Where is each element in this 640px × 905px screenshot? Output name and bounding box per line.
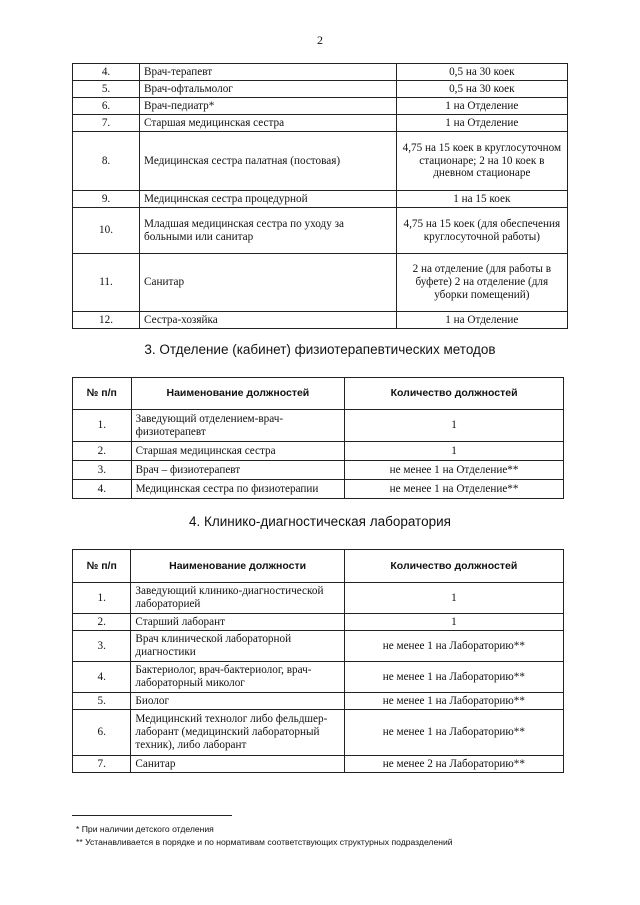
- position-quantity: не менее 1 на Лабораторию**: [344, 693, 563, 710]
- position-name: Врач – физиотерапевт: [131, 461, 345, 480]
- table-header-row: [73, 550, 564, 583]
- position-name: Заведующий клинико-диагностической лабораторией: [131, 583, 344, 614]
- row-number: 4.: [73, 64, 140, 81]
- position-name: Старший лаборант: [131, 614, 344, 631]
- position-quantity: не менее 1 на Лабораторию**: [344, 631, 563, 662]
- table-row: [73, 583, 564, 614]
- table-row: [73, 631, 564, 662]
- position-name: Санитар: [140, 254, 397, 312]
- page-number: 2: [317, 33, 323, 47]
- position-quantity: 1: [345, 442, 564, 461]
- position-quantity: 2 на отделение (для работы в буфете) 2 на отделение (для уборки помещений): [396, 254, 567, 312]
- table-row: [73, 132, 568, 191]
- table-row: [73, 480, 564, 499]
- row-number: 6.: [73, 710, 131, 756]
- section-4-title: 4. Клинико-диагностическая лаборатория: [189, 514, 451, 529]
- position-quantity: 1: [344, 614, 563, 631]
- table-row: [73, 312, 568, 329]
- position-quantity: 1: [345, 410, 564, 442]
- physiotherapy-staffing-table: [72, 377, 564, 499]
- row-number: 5.: [73, 81, 140, 98]
- position-name: Врач-педиатр*: [140, 98, 397, 115]
- table-row: [73, 662, 564, 693]
- row-number: 8.: [73, 132, 140, 191]
- table-row: [73, 115, 568, 132]
- position-quantity: 1: [344, 583, 563, 614]
- position-quantity: 1 на Отделение: [396, 98, 567, 115]
- position-quantity: не менее 1 на Отделение**: [345, 461, 564, 480]
- column-header-position: Наименование должностей: [131, 378, 345, 410]
- row-number: 1.: [73, 583, 131, 614]
- table-header-row: [73, 378, 564, 410]
- position-quantity: не менее 2 на Лабораторию**: [344, 756, 563, 773]
- laboratory-staffing-table: [72, 549, 564, 773]
- table-row: [73, 410, 564, 442]
- position-quantity: 1 на 15 коек: [396, 191, 567, 208]
- position-name: Врач-офтальмолог: [140, 81, 397, 98]
- row-number: 1.: [73, 410, 132, 442]
- row-number: 4.: [73, 662, 131, 693]
- row-number: 12.: [73, 312, 140, 329]
- table-row: [73, 191, 568, 208]
- section-3-title: 3. Отделение (кабинет) физиотерапевтических методов: [144, 342, 496, 357]
- position-quantity: 0,5 на 30 коек: [396, 81, 567, 98]
- row-number: 6.: [73, 98, 140, 115]
- column-header-quantity: Количество должностей: [344, 550, 563, 583]
- table-row: [73, 710, 564, 756]
- position-name: Биолог: [131, 693, 344, 710]
- position-quantity: 1 на Отделение: [396, 312, 567, 329]
- position-name: Бактериолог, врач-бактериолог, врач-лабораторный миколог: [131, 662, 344, 693]
- position-quantity: 0,5 на 30 коек: [396, 64, 567, 81]
- position-name: Старшая медицинская сестра: [140, 115, 397, 132]
- column-header-quantity: Количество должностей: [345, 378, 564, 410]
- position-quantity: не менее 1 на Отделение**: [345, 480, 564, 499]
- position-name: Медицинская сестра процедурной: [140, 191, 397, 208]
- position-name: Медицинская сестра палатная (постовая): [140, 132, 397, 191]
- column-header-number: № п/п: [73, 550, 131, 583]
- table-row: [73, 442, 564, 461]
- row-number: 10.: [73, 208, 140, 254]
- position-quantity: 4,75 на 15 коек в круглосуточном стационаре; 2 на 10 коек в дневном стационаре: [396, 132, 567, 191]
- position-quantity: 1 на Отделение: [396, 115, 567, 132]
- footnote-children-department: * При наличии детского отделения: [76, 824, 214, 834]
- row-number: 3.: [73, 631, 131, 662]
- footnote-standards: ** Устанавливается в порядке и по нормативам соответствующих структурных подразделений: [76, 837, 453, 847]
- position-quantity: 4,75 на 15 коек (для обеспечения круглосуточной работы): [396, 208, 567, 254]
- row-number: 7.: [73, 115, 140, 132]
- position-quantity: не менее 1 на Лабораторию**: [344, 662, 563, 693]
- position-name: Санитар: [131, 756, 344, 773]
- position-name: Старшая медицинская сестра: [131, 442, 345, 461]
- column-header-position: Наименование должности: [131, 550, 344, 583]
- position-name: Младшая медицинская сестра по уходу за больными или санитар: [140, 208, 397, 254]
- table-row: [73, 693, 564, 710]
- position-name: Сестра-хозяйка: [140, 312, 397, 329]
- row-number: 5.: [73, 693, 131, 710]
- row-number: 2.: [73, 442, 132, 461]
- position-name: Врач-терапевт: [140, 64, 397, 81]
- table-row: [73, 254, 568, 312]
- position-quantity: не менее 1 на Лабораторию**: [344, 710, 563, 756]
- row-number: 2.: [73, 614, 131, 631]
- position-name: Заведующий отделением-врач-физиотерапевт: [131, 410, 345, 442]
- table-row: [73, 64, 568, 81]
- table-row: [73, 756, 564, 773]
- row-number: 7.: [73, 756, 131, 773]
- row-number: 3.: [73, 461, 132, 480]
- position-name: Медицинская сестра по физиотерапии: [131, 480, 345, 499]
- table-row: [73, 614, 564, 631]
- column-header-number: № п/п: [73, 378, 132, 410]
- table-row: [73, 98, 568, 115]
- row-number: 11.: [73, 254, 140, 312]
- row-number: 4.: [73, 480, 132, 499]
- row-number: 9.: [73, 191, 140, 208]
- table-row: [73, 461, 564, 480]
- table-row: [73, 208, 568, 254]
- staffing-table-continued: [72, 63, 568, 329]
- position-name: Врач клинической лабораторной диагностики: [131, 631, 344, 662]
- table-row: [73, 81, 568, 98]
- footnote-divider: [72, 815, 232, 816]
- position-name: Медицинский технолог либо фельдшер-лаборант (медицинский лабораторный техник), либо лаборант: [131, 710, 344, 756]
